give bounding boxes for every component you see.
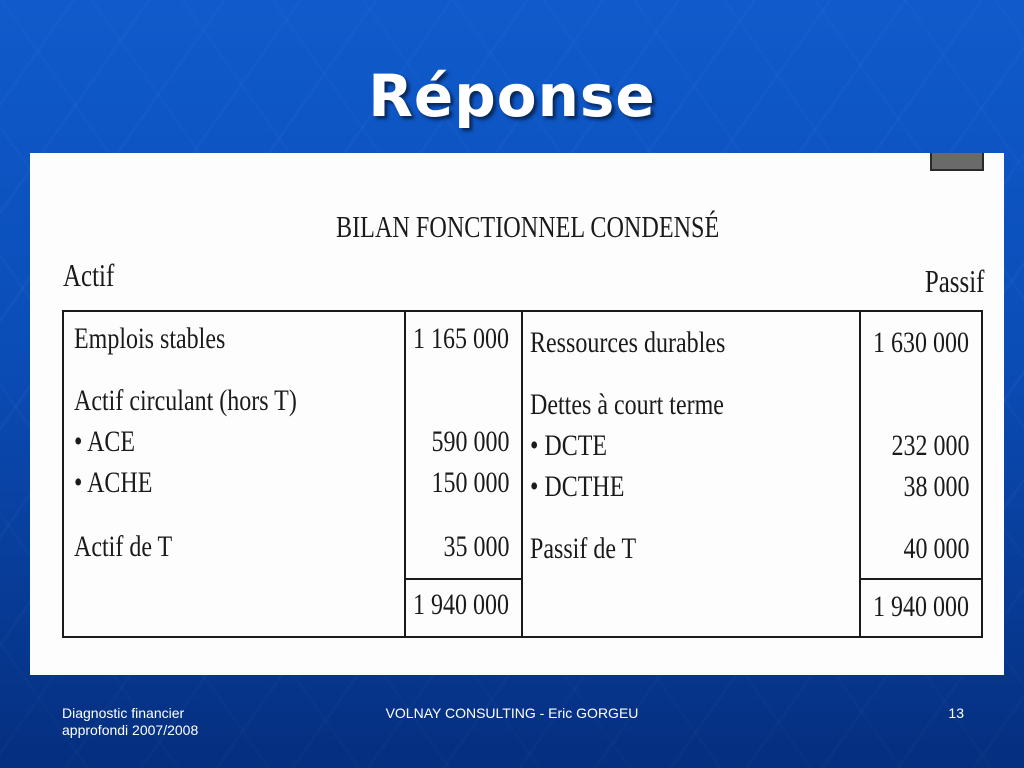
passif-total-rule — [859, 578, 983, 580]
actif-de-t-label: Actif de T — [74, 530, 173, 563]
passif-total-value: 1 940 000 — [873, 590, 969, 623]
passif-dcte-label: • DCTE — [530, 429, 608, 462]
column-divider — [859, 312, 861, 636]
passif-ressources-durables-value: 1 630 000 — [873, 326, 969, 359]
scanned-balance-sheet — [30, 153, 1004, 675]
passif-heading: Passif — [924, 263, 984, 299]
actif-ace-value: 590 000 — [431, 425, 509, 458]
passif-de-t-label: Passif de T — [530, 532, 637, 565]
passif-de-t-value: 40 000 — [903, 532, 969, 565]
actif-ace-label: • ACE — [74, 425, 136, 458]
passif-ressources-durables-label: Ressources durables — [530, 326, 726, 359]
actif-total-rule — [404, 578, 523, 580]
actif-emplois-stables-label: Emplois stables — [74, 322, 226, 355]
footer-course-line1: Diagnostic financier — [62, 705, 185, 721]
passif-dettes-ct-label: Dettes à court terme — [530, 388, 724, 421]
actif-ache-value: 150 000 — [431, 466, 509, 499]
scan-corner-mark — [930, 153, 984, 171]
slide-title: Réponse — [368, 62, 656, 130]
actif-ache-label: • ACHE — [74, 466, 153, 499]
bilan-title: BILAN FONCTIONNEL CONDENSÉ — [336, 209, 720, 244]
footer-page-number: 13 — [948, 705, 964, 721]
column-divider — [521, 312, 523, 636]
footer-course-line2: approfondi 2007/2008 — [62, 722, 199, 738]
column-divider — [404, 312, 406, 636]
actif-total-value: 1 940 000 — [413, 588, 509, 621]
footer-author: VOLNAY CONSULTING - Eric GORGEU — [385, 705, 639, 721]
actif-emplois-stables-value: 1 165 000 — [413, 322, 509, 355]
actif-heading: Actif — [63, 257, 115, 293]
actif-de-t-value: 35 000 — [443, 530, 509, 563]
passif-dcthe-label: • DCTHE — [530, 470, 625, 503]
passif-dcte-value: 232 000 — [891, 429, 969, 462]
actif-circulant-label: Actif circulant (hors T) — [74, 384, 297, 417]
passif-dcthe-value: 38 000 — [903, 470, 969, 503]
bilan-table — [62, 310, 983, 638]
